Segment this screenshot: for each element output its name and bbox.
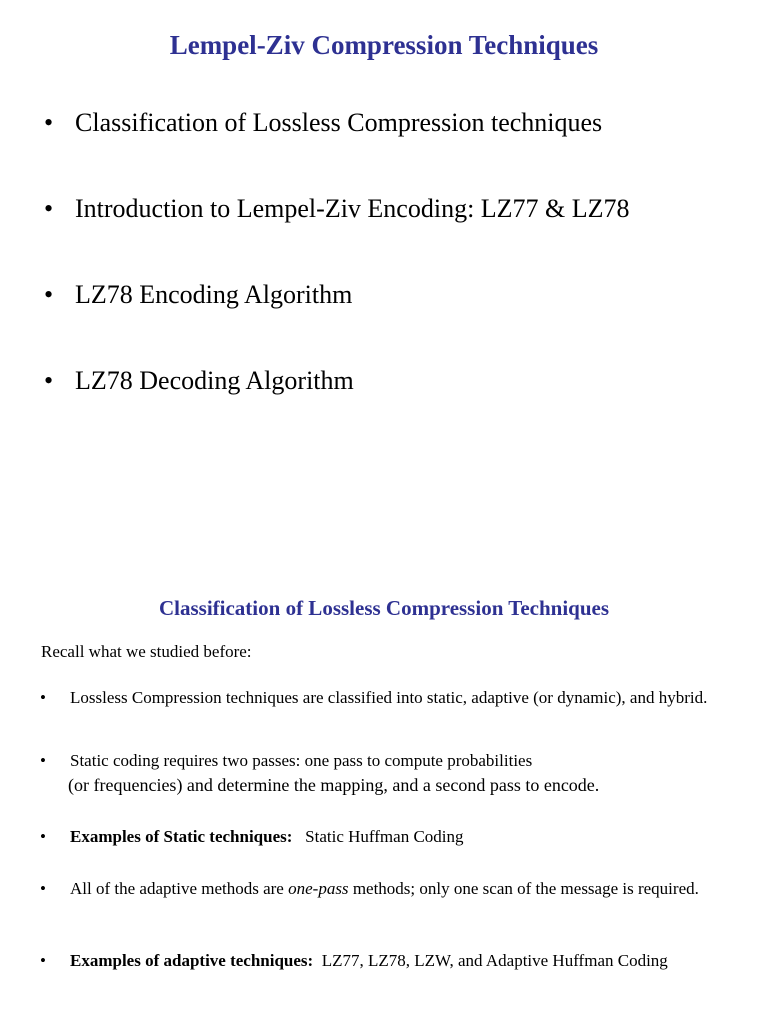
bullet-post: methods; only one scan of the message is required. [348, 879, 699, 898]
intro-text: Recall what we studied before: [41, 642, 252, 661]
bullet-marker: • [40, 951, 46, 970]
bullet-marker: • [44, 280, 54, 309]
bullet-marker: • [40, 827, 46, 846]
bullet-text [70, 826, 740, 847]
bullet-marker: • [44, 366, 54, 395]
bullet-marker: • [40, 688, 46, 707]
bullet-marker: • [40, 751, 46, 770]
bullet-marker: • [44, 194, 54, 223]
bullet-item [40, 687, 740, 708]
bullet-bold-label: Examples of adaptive techniques: [70, 951, 314, 970]
slide-overview [0, 0, 768, 440]
bullet-pre: All of the adaptive methods are [70, 879, 289, 898]
bullet-text: LZ78 Encoding Algorithm [75, 280, 353, 309]
bullet-bold-label: Examples of Static techniques: [70, 827, 293, 846]
bullet-text: Static coding requires two passes: one pass to compute probabilities [70, 751, 533, 770]
bullet-text: LZ78 Decoding Algorithm [75, 366, 354, 395]
bullet-rest: LZ77, LZ78, LZW, and Adaptive Huffman Coding [321, 951, 668, 970]
bullet-text: Classification of Lossless Compression techniques [75, 108, 603, 137]
slide-title: Lempel-Ziv Compression Techniques [169, 30, 599, 60]
bullet-text: Introduction to Lempel-Ziv Encoding: LZ77 & LZ78 [75, 194, 630, 223]
bullet-emphasis: one-pass [288, 879, 349, 898]
bullet-item [40, 826, 740, 847]
bullet-rest: Static Huffman Coding [305, 827, 464, 846]
bullet-text [70, 950, 740, 971]
bullet-item [40, 950, 740, 971]
bullet-text-continued: (or frequencies) and determine the mapping, and a second pass to encode. [68, 775, 600, 795]
bullet-item [40, 878, 740, 899]
slide-classification [0, 560, 768, 1024]
bullet-marker: • [40, 879, 46, 898]
bullet-item [40, 750, 740, 771]
bullet-marker: • [44, 108, 54, 137]
bullet-text [70, 878, 740, 899]
slide-title: Classification of Lossless Compression Techniques [158, 596, 610, 620]
bullet-text: Lossless Compression techniques are classified into static, adaptive (or dynamic), and hybrid. [70, 688, 708, 707]
